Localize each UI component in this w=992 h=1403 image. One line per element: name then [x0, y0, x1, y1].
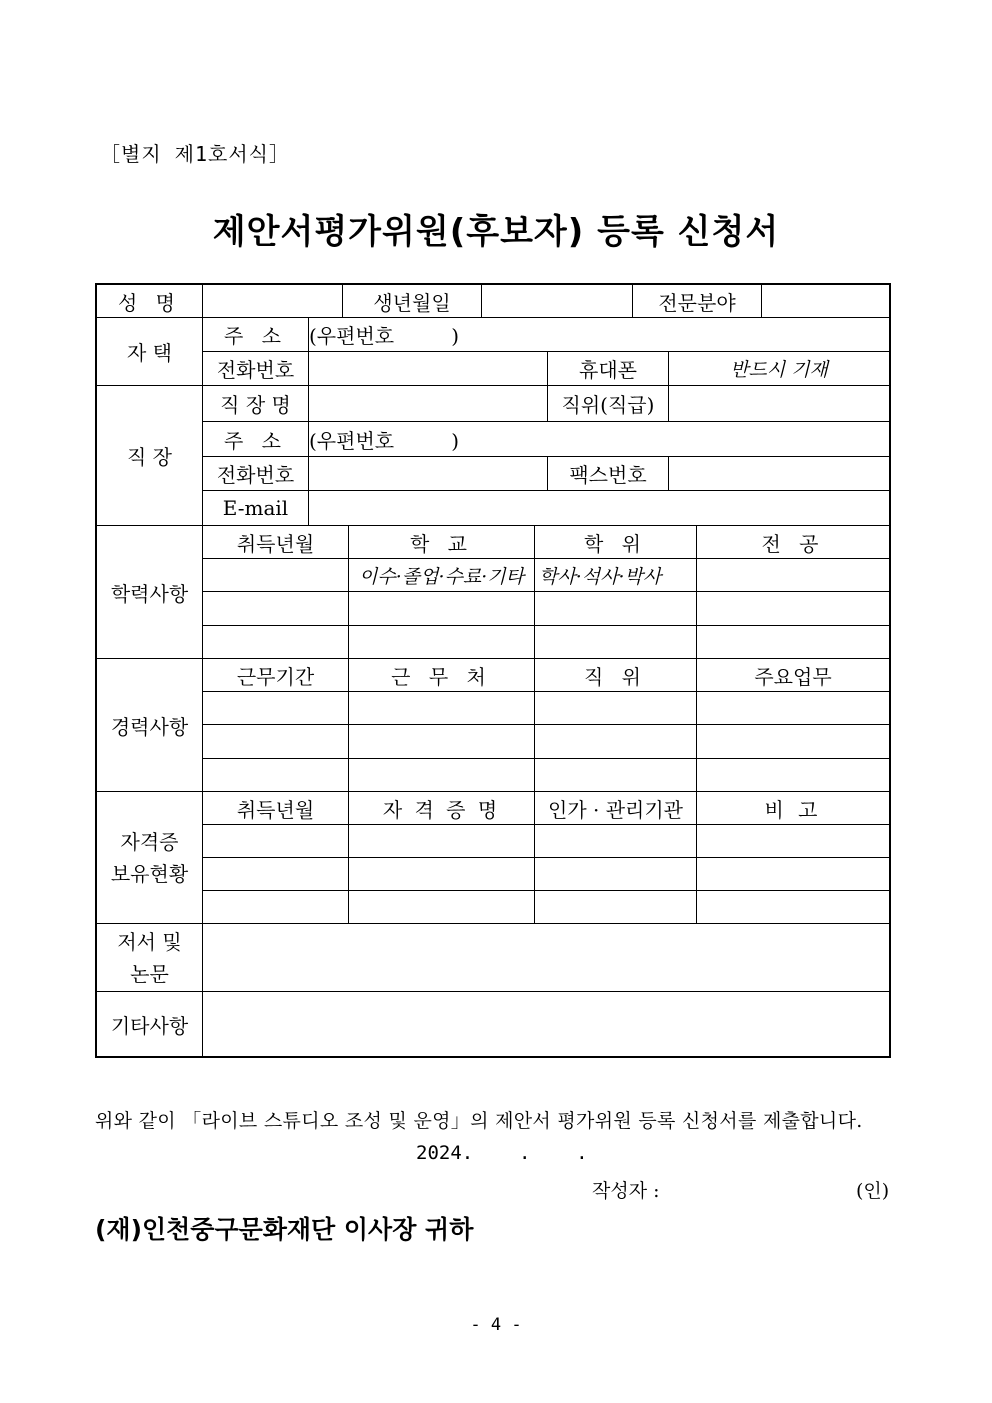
row-line [203, 824, 889, 825]
license-label [97, 792, 202, 923]
registration-form-table [95, 283, 891, 1058]
work-phone-field[interactable] [309, 457, 547, 490]
mobile-field[interactable]: 반드시 기재 [730, 359, 828, 381]
education-degree-hint[interactable]: 학사·석사·박사 [539, 565, 662, 588]
company-label: 직 장 명 [220, 393, 291, 417]
education-header: 학 교 [410, 531, 473, 556]
home-phone-label: 전화번호 [216, 358, 295, 382]
row-line [203, 591, 889, 592]
mobile-label: 휴대폰 [579, 358, 637, 382]
name-label: 성 명 [118, 290, 181, 315]
page-number: - 4 - [470, 1315, 522, 1335]
career-header: 주요업무 [754, 664, 832, 689]
career-header: 직 위 [584, 664, 647, 689]
addressee: (재)인천중구문화재단 이사장 귀하 [95, 1215, 474, 1244]
license-header: 비 고 [764, 797, 822, 822]
work-phone-label: 전화번호 [216, 463, 295, 487]
work-address-field[interactable]: (우편번호 ) [309, 428, 460, 453]
page-title: 제안서평가위원(후보자) 등록 신청서 [212, 212, 780, 252]
birth-field[interactable] [482, 285, 632, 317]
row-line [203, 890, 889, 891]
birth-label: 생년월일 [373, 290, 451, 315]
position-label: 직위(직급) [561, 393, 655, 417]
license-header: 취득년월 [236, 797, 315, 822]
seal-mark: (인) [856, 1180, 890, 1202]
license-label-line2: 보유현황 [110, 861, 189, 886]
fax-label: 팩스번호 [569, 463, 647, 487]
work-label: 직 장 [127, 445, 172, 469]
misc-field[interactable] [203, 992, 889, 1056]
email-field[interactable] [309, 491, 889, 525]
home-label: 자 택 [127, 341, 172, 365]
career-header: 근무기간 [236, 664, 315, 689]
misc-label: 기타사항 [110, 1013, 189, 1038]
education-school-hint[interactable]: 이수·졸업·수료·기타 [359, 565, 524, 588]
license-label-line1: 자격증 [120, 829, 179, 854]
field-label: 전문분야 [658, 290, 736, 315]
home-address-label: 주 소 [224, 324, 287, 348]
education-header: 전 공 [761, 531, 825, 556]
row-line [203, 724, 889, 725]
publications-field[interactable] [203, 924, 889, 991]
home-phone-field[interactable] [309, 352, 547, 385]
row-line [203, 691, 889, 692]
fax-field[interactable] [669, 457, 889, 490]
submission-date: 2024. . . [416, 1142, 588, 1164]
publications-label [97, 924, 202, 991]
education-header: 취득년월 [236, 531, 315, 556]
work-address-label: 주 소 [224, 428, 287, 453]
form-number: ［별지 제1호서식］ [100, 142, 291, 166]
company-field[interactable] [309, 386, 547, 421]
publications-label-line1: 저서 및 [117, 929, 182, 954]
publications-label-line2: 논문 [130, 961, 169, 986]
education-label: 학력사항 [110, 581, 189, 606]
field-field[interactable] [762, 285, 889, 317]
license-header: 자 격 증 명 [382, 797, 501, 822]
submission-statement: 위와 같이 「라이브 스튜디오 조성 및 운영」의 제안서 평가위원 등록 신청서를 제출합니다. [95, 1110, 863, 1132]
row-line [203, 758, 889, 759]
name-field[interactable] [203, 285, 342, 317]
license-header: 인가 · 관리기관 [548, 797, 683, 822]
writer-label: 작성자 : [592, 1180, 660, 1202]
row-line [203, 625, 889, 626]
career-label: 경력사항 [110, 714, 189, 739]
position-field[interactable] [669, 386, 889, 421]
email-label: E-mail [222, 496, 289, 520]
career-header: 근 무 처 [391, 664, 492, 689]
education-header: 학 위 [584, 531, 647, 556]
home-address-field[interactable]: (우편번호 ) [309, 324, 460, 348]
row-line [203, 857, 889, 858]
